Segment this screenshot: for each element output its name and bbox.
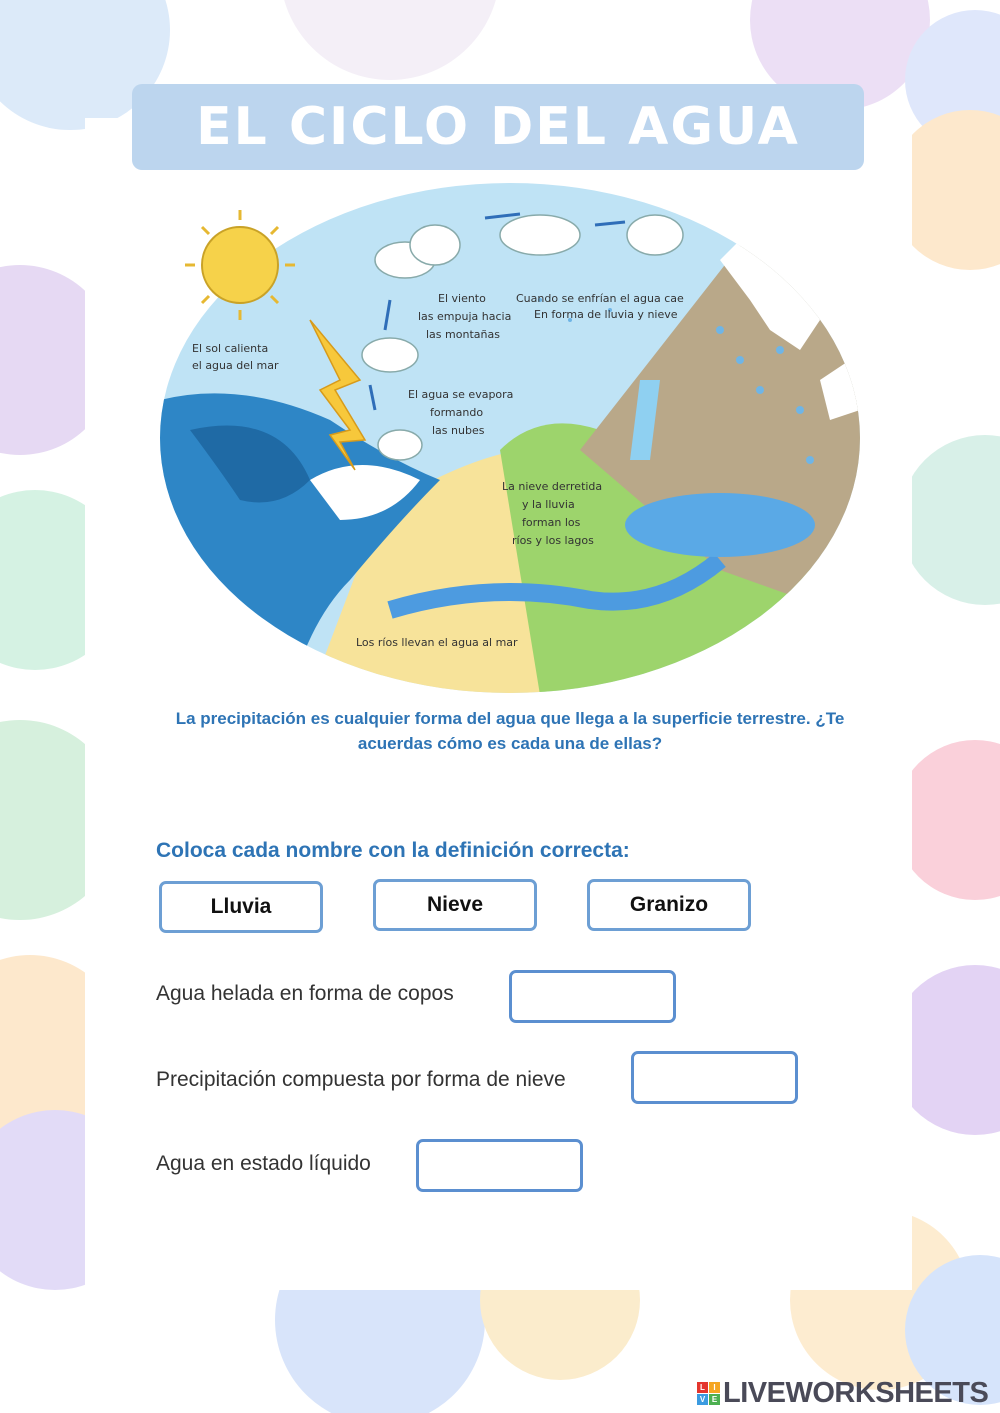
brand-text: LIVEWORKSHEETS — [723, 1377, 989, 1409]
label-rivers: Los ríos llevan el agua al mar — [356, 636, 518, 649]
label-sun-line2: el agua del mar — [192, 359, 279, 372]
label-evaporate-line1: El agua se evapora — [408, 388, 514, 401]
page-title: EL CICLO DEL AGUA — [196, 97, 800, 157]
label-wind-line2: las empuja hacia — [418, 310, 512, 323]
label-melt-line1: La nieve derretida — [502, 480, 603, 493]
definition-2: Precipitación compuesta por forma de nieve — [156, 1068, 566, 1091]
answer-box-3[interactable] — [416, 1139, 583, 1192]
water-cycle-illustration — [160, 180, 860, 695]
label-wind-line1: El viento — [438, 292, 486, 305]
definition-1: Agua helada en forma de copos — [156, 982, 454, 1005]
liveworksheets-brand — [697, 1377, 988, 1410]
logo-letter-v: V — [697, 1394, 708, 1405]
definition-3: Agua en estado líquido — [156, 1152, 371, 1175]
label-wind-line3: las montañas — [426, 328, 500, 341]
intro-text: La precipitación es cualquier forma del agua que llega a la superficie terrestre. ¿Te acuerdas cómo es cada una de ellas? — [175, 709, 845, 753]
label-sun-line1: El sol calienta — [192, 342, 269, 355]
logo-letter-e: E — [709, 1394, 720, 1405]
answer-box-1[interactable] — [509, 970, 676, 1023]
label-cool-line2: En forma de lluvia y nieve — [534, 308, 678, 321]
logo-letter-i: I — [709, 1382, 720, 1393]
answer-box-2[interactable] — [631, 1051, 798, 1104]
label-melt-line2: y la lluvia — [522, 498, 575, 511]
word-tile-granizo[interactable]: Granizo — [587, 879, 751, 931]
title-banner — [132, 84, 864, 170]
word-tile-lluvia[interactable]: Lluvia — [159, 881, 323, 933]
logo-letter-l: L — [697, 1382, 708, 1393]
brand-logo-icon — [697, 1382, 720, 1405]
word-tile-nieve[interactable]: Nieve — [373, 879, 537, 931]
label-evaporate-line3: las nubes — [432, 424, 485, 437]
label-melt-line4: ríos y los lagos — [512, 534, 594, 547]
label-evaporate-line2: formando — [430, 406, 484, 419]
instruction-text: Coloca cada nombre con la definición correcta: — [156, 839, 630, 862]
label-cool-line1: Cuando se enfrían el agua cae — [516, 292, 684, 305]
label-melt-line3: forman los — [522, 516, 581, 529]
